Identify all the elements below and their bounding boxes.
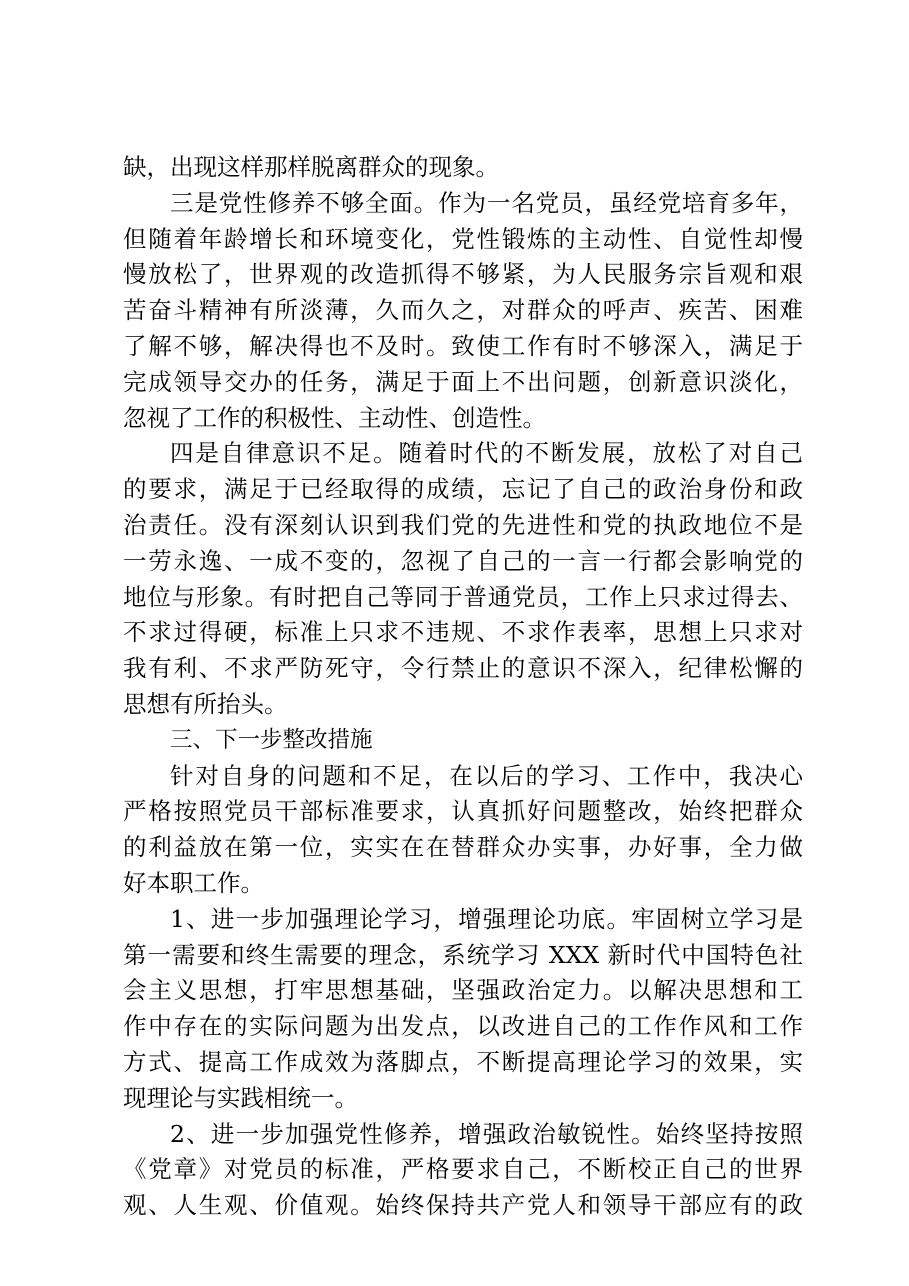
text-line: 会主义思想，打牢思想基础，坚强政治定力。以解决思想和工 (123, 976, 803, 1005)
text-line: 思想有所抬头。 (123, 689, 288, 718)
text-line: 作中存在的实际问题为出发点，以改进自己的工作作风和工作 (123, 1012, 803, 1041)
document-body (123, 150, 803, 1224)
text-line: 完成领导交办的任务，满足于面上不出问题，创新意识淡化， (123, 367, 803, 396)
text-line: 现理论与实践相统一。 (123, 1083, 358, 1112)
text-line: 慢放松了，世界观的改造抓得不够紧，为人民服务宗旨观和艰 (123, 260, 803, 289)
text-line: 《党章》对党员的标准，严格要求自己，不断校正自己的世界 (123, 1155, 803, 1184)
text-line: 缺，出现这样那样脱离群众的现象。 (123, 153, 499, 181)
text-line: 忽视了工作的积极性、主动性、创造性。 (123, 403, 546, 432)
section-heading: 三、下一步整改措施 (170, 726, 373, 753)
text-line: 地位与形象。有时把自己等同于普通党员，工作上只求过得去、 (123, 582, 803, 611)
text-line: 不求过得硬，标准上只求不违规、不求作表率，思想上只求对 (123, 618, 803, 647)
text-line: 方式、提高工作成效为落脚点，不断提高理论学习的效果，实 (123, 1047, 803, 1076)
text-line: 了解不够，解决得也不及时。致使工作有时不够深入，满足于 (123, 331, 803, 360)
text-line: 2、进一步加强党性修养，增强政治敏锐性。始终坚持按照 (170, 1119, 803, 1148)
text-line: 第一需要和终生需要的理念，系统学习 XXX 新时代中国特色社 (123, 940, 803, 969)
text-line: 观、人生观、价值观。始终保持共产党人和领导干部应有的政 (123, 1191, 803, 1220)
paragraph-party-spirit (123, 186, 803, 437)
paragraph-continuation (123, 150, 803, 186)
paragraph-theory-study (123, 902, 803, 1117)
text-line: 一劳永逸、一成不变的，忽视了自己的一言一行都会影响党的 (123, 546, 803, 575)
text-line: 治责任。没有深刻认识到我们党的先进性和党的执政地位不是 (123, 510, 803, 539)
text-line: 四是自律意识不足。随着时代的不断发展，放松了对自己 (170, 439, 803, 468)
paragraph-rectification-intro (123, 759, 803, 902)
text-line: 严格按照党员干部标准要求，认真抓好问题整改，始终把群众 (123, 797, 803, 826)
paragraph-party-cultivation (123, 1117, 803, 1224)
text-line: 的利益放在第一位，实实在在替群众办实事，办好事，全力做 (123, 833, 803, 862)
text-line: 的要求，满足于已经取得的成绩，忘记了自己的政治身份和政 (123, 475, 803, 504)
text-line: 1、进一步加强理论学习，增强理论功底。牢固树立学习是 (170, 904, 803, 933)
text-line: 三是党性修养不够全面。作为一名党员，虽经党培育多年， (170, 188, 803, 217)
text-line: 苦奋斗精神有所淡薄，久而久之，对群众的呼声、疾苦、困难 (123, 296, 803, 325)
text-line: 但随着年龄增长和环境变化，党性锻炼的主动性、自觉性却慢 (123, 224, 803, 253)
paragraph-self-discipline (123, 436, 803, 722)
text-line: 我有利、不求严防死守，令行禁止的意识不深入，纪律松懈的 (123, 654, 803, 683)
text-line: 好本职工作。 (123, 868, 264, 897)
text-line: 针对自身的问题和不足，在以后的学习、工作中，我决心 (170, 761, 803, 790)
